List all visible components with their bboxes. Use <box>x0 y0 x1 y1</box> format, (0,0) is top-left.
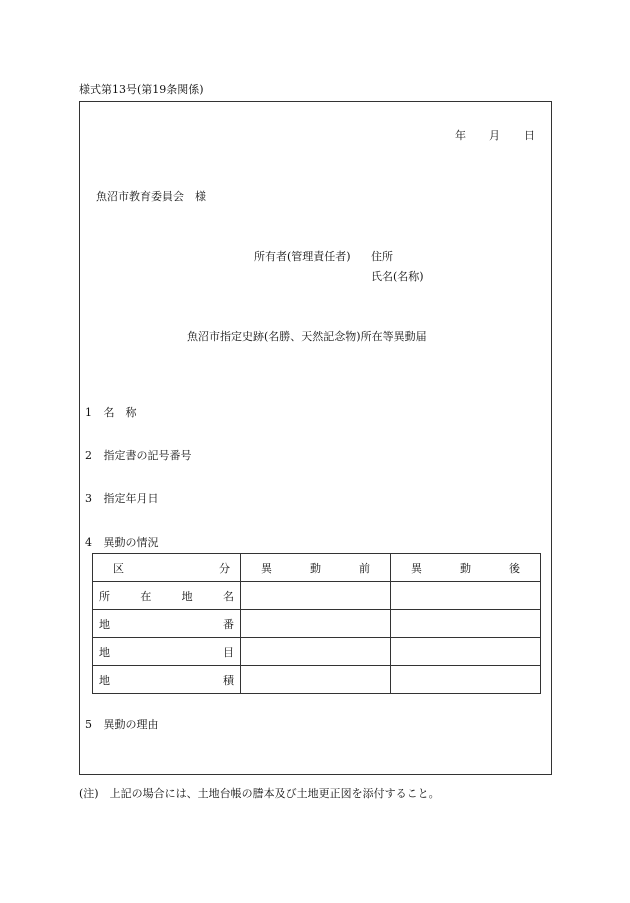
item-5 <box>85 716 159 732</box>
item-3 <box>85 490 159 506</box>
row-label: 地 積 <box>93 666 241 694</box>
item-label: 異動の理由 <box>103 718 159 731</box>
item-number: 3 <box>85 492 92 505</box>
date-day: 日 <box>524 129 535 142</box>
item-number: 4 <box>85 536 92 549</box>
row-label: 地 番 <box>93 610 241 638</box>
row-label: 地 目 <box>93 638 241 666</box>
cell-before[interactable] <box>241 610 391 638</box>
header-before: 異 動 前 <box>241 554 391 582</box>
item-number: 1 <box>85 406 92 419</box>
header-after: 異 動 後 <box>391 554 541 582</box>
cell-before[interactable] <box>241 582 391 610</box>
footnote: (注) 上記の場合には、土地台帳の謄本及び土地更正図を添付すること。 <box>79 787 440 800</box>
item-label: 名 称 <box>103 406 137 419</box>
cell-before[interactable] <box>241 666 391 694</box>
form-title: 魚沼市指定史跡(名勝、天然記念物)所在等異動届 <box>187 330 427 343</box>
item-label: 指定年月日 <box>103 492 159 505</box>
address-label: 住所 <box>371 250 393 263</box>
item-number: 2 <box>85 449 92 462</box>
item-1 <box>85 404 137 420</box>
item-4 <box>85 534 159 550</box>
item-2 <box>85 447 192 463</box>
cell-after[interactable] <box>391 638 541 666</box>
name-label: 氏名(名称) <box>371 270 424 283</box>
date-month: 月 <box>489 129 500 142</box>
change-table <box>92 553 541 694</box>
item-number: 5 <box>85 718 92 731</box>
cell-before[interactable] <box>241 638 391 666</box>
form-number: 様式第13号(第19条関係) <box>79 83 204 96</box>
date-year: 年 <box>455 129 466 142</box>
addressee: 魚沼市教育委員会 様 <box>96 190 206 203</box>
table-row <box>93 666 541 694</box>
cell-after[interactable] <box>391 610 541 638</box>
owner-label: 所有者(管理責任者) <box>254 250 351 263</box>
table-header-row <box>93 554 541 582</box>
item-label: 指定書の記号番号 <box>103 449 192 462</box>
cell-after[interactable] <box>391 666 541 694</box>
header-category: 区 分 <box>93 554 241 582</box>
table-row <box>93 638 541 666</box>
row-label: 所 在 地 名 <box>93 582 241 610</box>
table-row <box>93 610 541 638</box>
table-row <box>93 582 541 610</box>
item-label: 異動の情況 <box>103 536 159 549</box>
cell-after[interactable] <box>391 582 541 610</box>
